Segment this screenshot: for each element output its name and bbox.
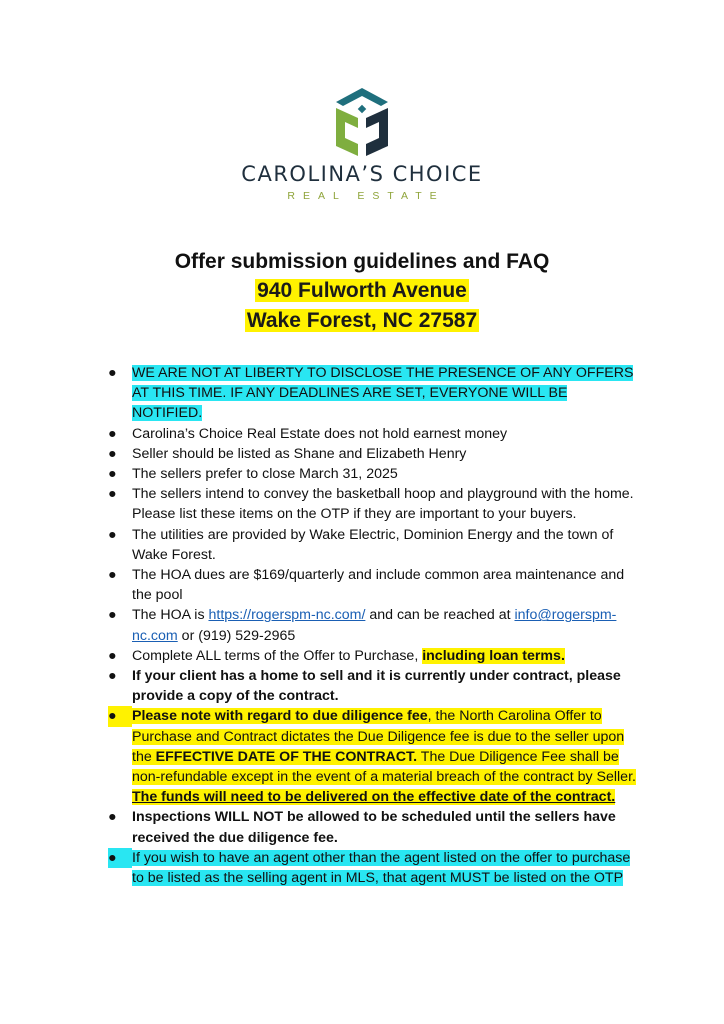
list-item-text: The utilities are provided by Wake Electric, Dominion Energy and the town of Wake Forest. <box>132 526 614 563</box>
list-item <box>108 706 638 807</box>
list-item-text: The sellers prefer to close March 31, 2025 <box>132 466 398 483</box>
list-item-text: Seller should be listed as Shane and Elizabeth Henry <box>132 445 467 462</box>
list-item-text: and can be reached at <box>365 607 515 624</box>
bullet-icon: ● <box>108 668 117 685</box>
list-item-text: , the North Carolina Offer to Purchase and Contract dictates the Due Diligence fee is due to the seller upon the <box>132 708 625 765</box>
hoa-phone-text: or (919) 529-2965 <box>177 627 296 644</box>
list-item <box>108 484 638 524</box>
bullet-icon: ● <box>108 445 117 462</box>
list-item-text: If you wish to have an agent other than the agent listed on the offer to purchase to be listed as the selling agent in MLS, that agent MUST be listed on the OTP <box>132 849 631 887</box>
funds-delivery-emphasis: The funds will need to be delivered on the effective date of the contract. <box>132 789 616 806</box>
list-item-text: The Due Diligence Fee shall be non-refundable except in the event of a material breach of the contract by Seller. <box>132 748 636 786</box>
list-item-text: Inspections WILL NOT be allowed to be scheduled until the sellers have received the due diligence fee. <box>132 809 616 846</box>
bullet-icon: ● <box>108 607 117 624</box>
list-item-text: WE ARE NOT AT LIBERTY TO DISCLOSE THE PRESENCE OF ANY OFFERS AT THIS TIME. IF ANY DEADLINES ARE SET, EVERYONE WILL BE NOTIFIED. <box>132 365 634 422</box>
hoa-email-link[interactable]: info@rogerspm-nc.com <box>132 607 617 644</box>
brand-name: CAROLINA’S CHOICE <box>241 162 483 186</box>
page-title: Offer submission guidelines and FAQ <box>174 250 550 273</box>
due-diligence-heading: Please note with regard to due diligence fee <box>132 708 428 725</box>
address-line-1 <box>0 276 724 306</box>
document-header <box>0 248 724 336</box>
list-item <box>108 464 638 484</box>
company-logo <box>0 86 724 202</box>
bullet-icon: ● <box>108 466 117 483</box>
list-item-text: The HOA is <box>132 607 209 624</box>
list-item <box>108 565 638 605</box>
bullet-icon: ● <box>108 526 117 543</box>
brand-subtitle: REAL ESTATE <box>287 190 445 202</box>
hoa-website-link[interactable]: https://rogerspm-nc.com/ <box>208 607 366 624</box>
bullet-icon: ● <box>108 706 132 726</box>
list-item <box>108 363 638 424</box>
list-item-text: The sellers intend to convey the basketball hoop and playground with the home. Please list these items on the OTP if they are important to your buyers. <box>132 486 634 523</box>
list-item <box>108 666 638 706</box>
bullet-icon: ● <box>108 848 132 868</box>
loan-terms-highlight: including loan terms. <box>422 647 565 664</box>
list-item-text: If your client has a home to sell and it is currently under contract, please provide a copy of the contract. <box>132 668 621 705</box>
cube-cc-logo-icon <box>330 86 394 158</box>
bullet-icon: ● <box>108 365 117 381</box>
list-item-text: The HOA dues are $169/quarterly and include common area maintenance and the pool <box>132 567 625 604</box>
bullet-icon: ● <box>108 567 117 584</box>
bullet-icon: ● <box>108 486 117 503</box>
list-item <box>108 605 638 645</box>
list-item <box>108 444 638 464</box>
list-item-text: Carolina’s Choice Real Estate does not hold earnest money <box>132 425 508 442</box>
list-item <box>108 848 638 888</box>
address-line-2 <box>0 306 724 336</box>
bullet-icon: ● <box>108 425 117 442</box>
list-item-text: Complete ALL terms of the Offer to Purchase, <box>132 647 423 664</box>
bullet-icon: ● <box>108 647 117 664</box>
effective-date-emphasis: EFFECTIVE DATE OF THE CONTRACT. <box>155 748 418 765</box>
address-street: 940 Fulworth Avenue <box>257 279 467 302</box>
bullet-icon: ● <box>108 809 117 826</box>
guidelines-list <box>108 363 638 888</box>
list-item <box>108 807 638 847</box>
list-item <box>108 646 638 666</box>
address-city: Wake Forest, NC 27587 <box>246 309 478 332</box>
list-item <box>108 424 638 444</box>
list-item <box>108 525 638 565</box>
